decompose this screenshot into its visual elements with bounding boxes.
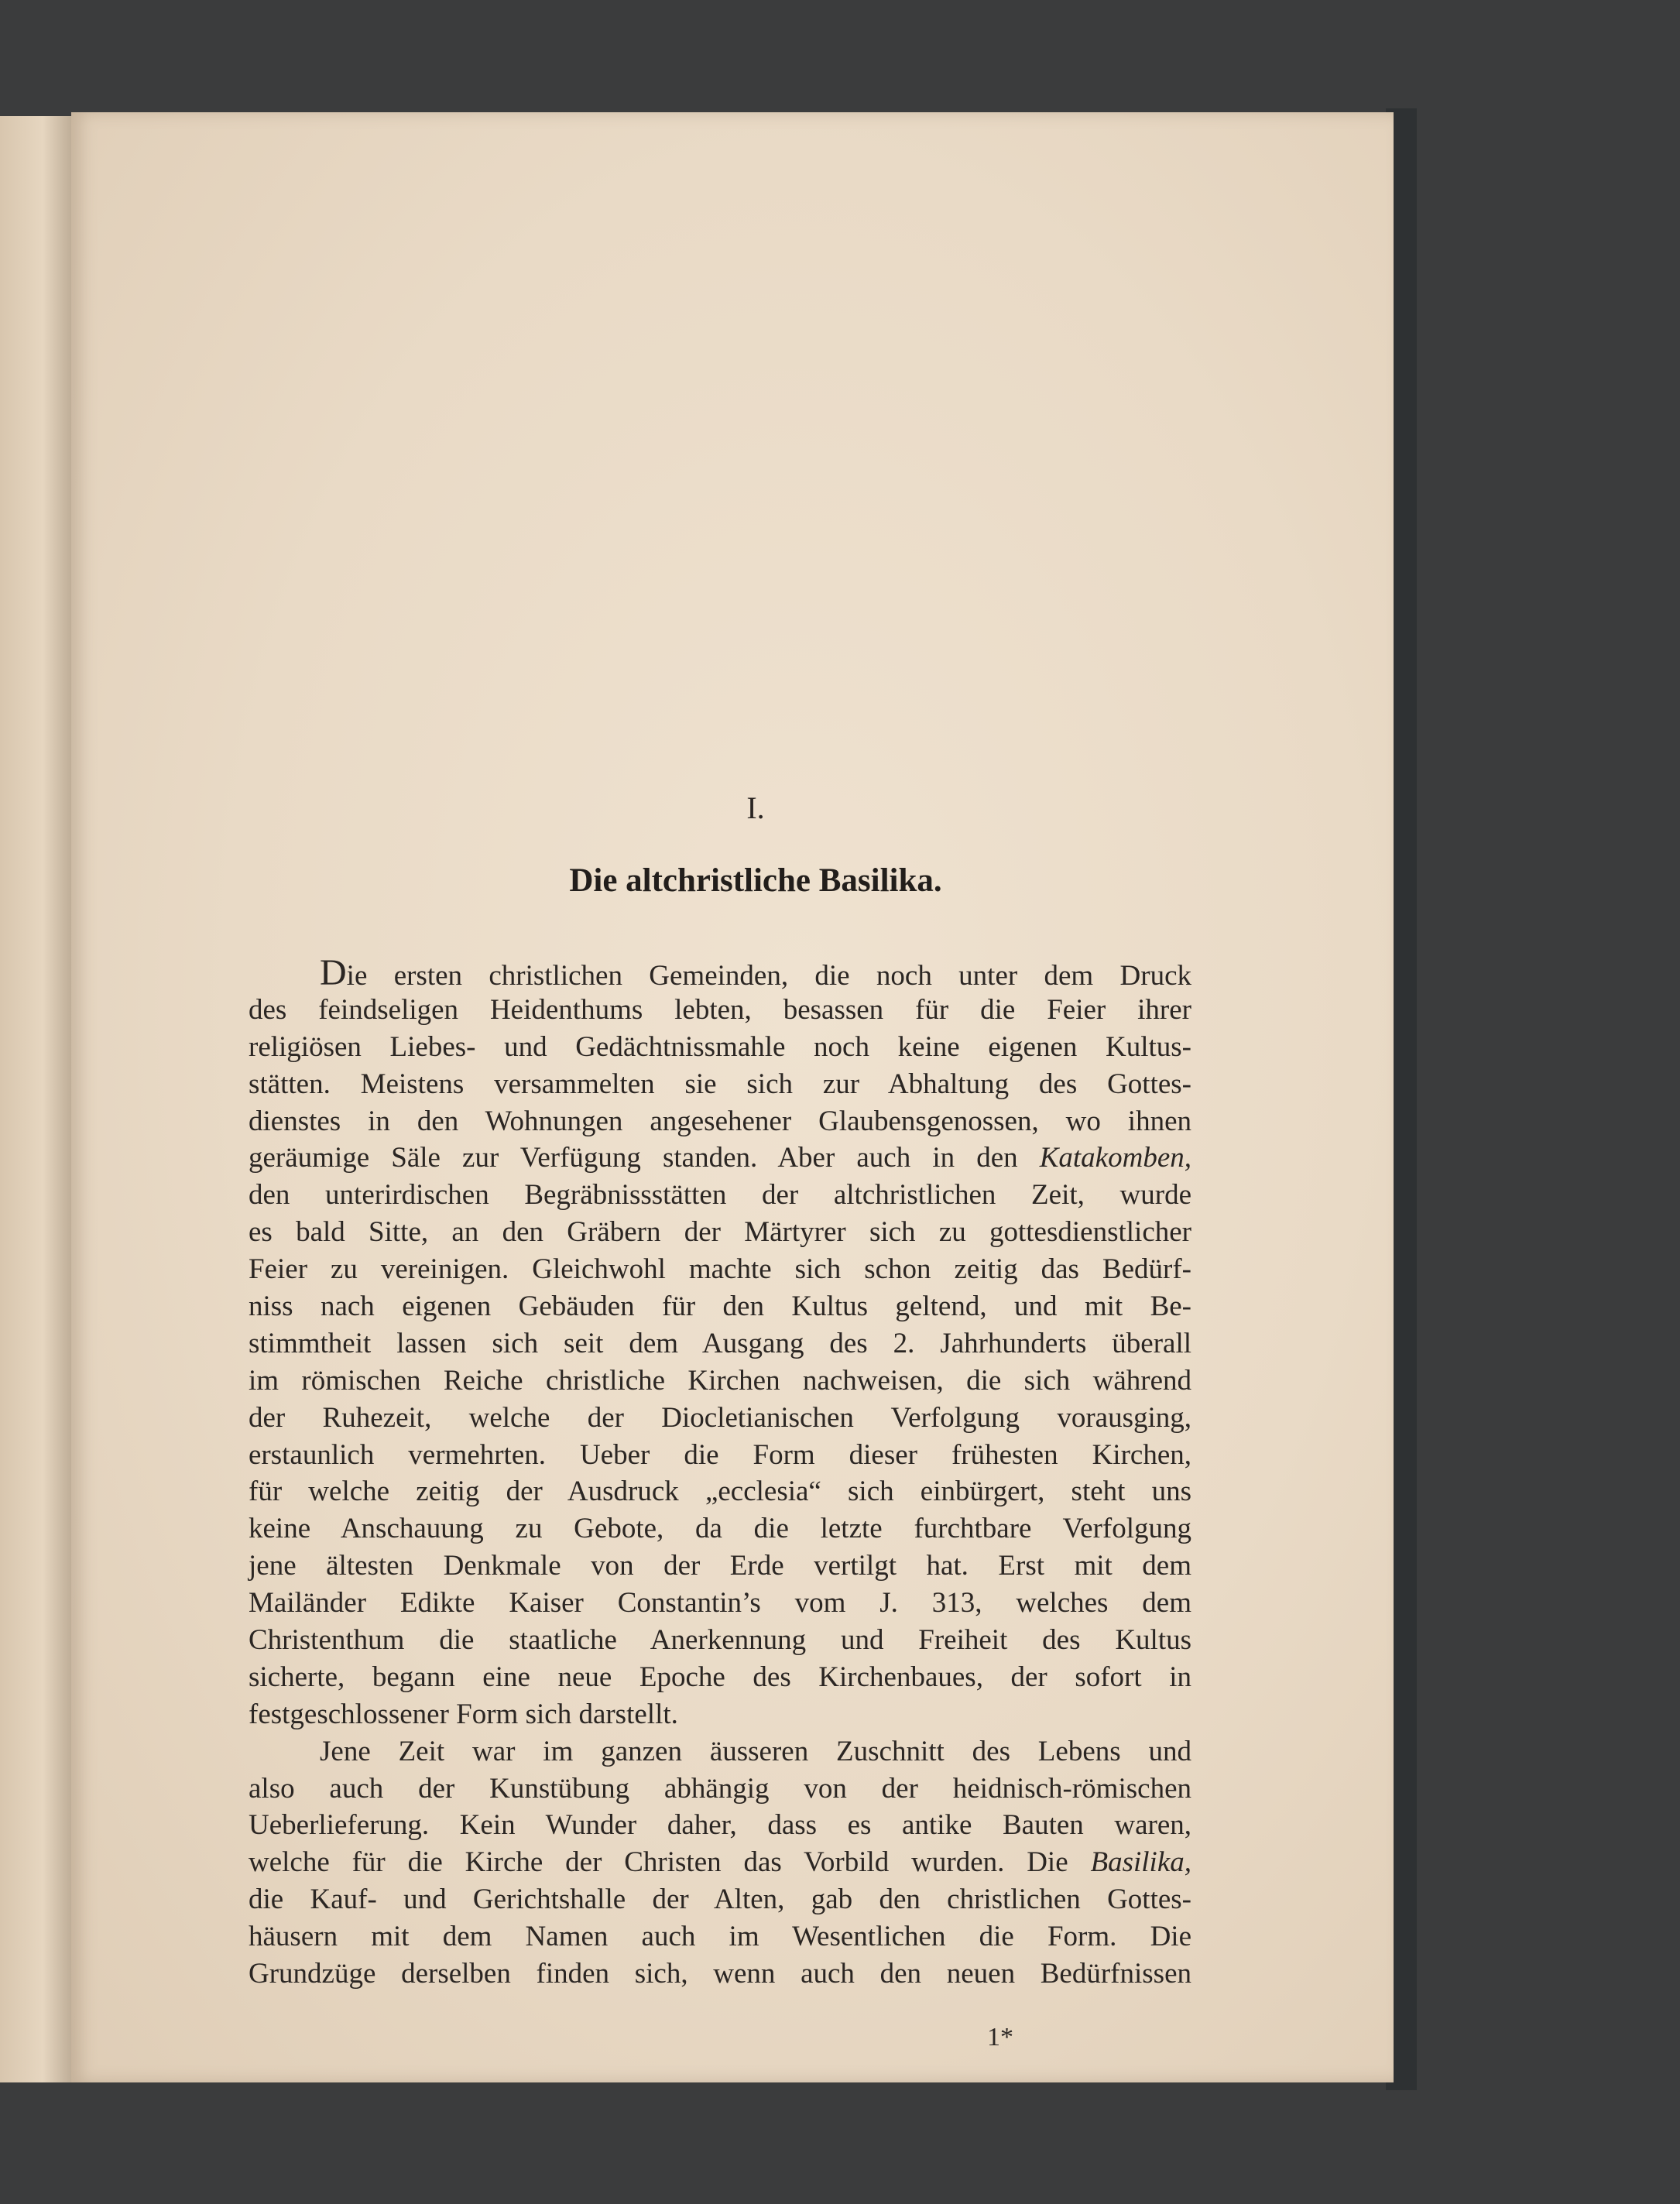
text-line: jene ältesten Denkmale von der Erde vertilgt hat. Erst mit dem [249,1550,1191,1582]
chapter-title: Die altchristliche Basilika. [569,862,942,899]
text-line: stätten. Meistens versammelten sie sich zur Abhaltung des Gottes- [249,1068,1191,1100]
text-line: die Kauf- und Gerichtshalle der Alten, gab den christlichen Gottes- [249,1884,1191,1916]
paragraph-2 [249,1733,1191,1993]
text-line: geräumige Säle zur Verfügung standen. Aber auch in den Katakomben, [249,1142,1191,1174]
text-line: den unterirdischen Begräbnissstätten der altchristlichen Zeit, wurde [249,1179,1191,1212]
signature-mark: 1* [987,2023,1013,2051]
body-text [249,952,1191,1993]
text-line: Grundzüge derselben finden sich, wenn auch den neuen Bedürfnissen [249,1958,1191,1990]
text-line: Feier zu vereinigen. Gleichwohl machte sich schon zeitig das Bedürf- [249,1253,1191,1286]
italic-term: Katakomben, [1039,1142,1191,1174]
text-line: welche für die Kirche der Christen das Vorbild wurden. Die Basilika, [249,1846,1191,1879]
text-line: keine Anschauung zu Gebote, da die letzte furchtbare Verfolgung [249,1513,1191,1545]
initial-letter: D [320,952,347,993]
text-line: erstaunlich vermehrten. Ueber die Form dieser frühesten Kirchen, [249,1438,1191,1471]
text-line: der Ruhezeit, welche der Diocletianischen Verfolgung vorausging, [249,1401,1191,1434]
text-line: Christenthum die staatliche Anerkennung und Freiheit des Kultus [249,1624,1191,1657]
text-line: es bald Sitte, an den Gräbern der Märtyrer sich zu gottesdienstlicher [249,1216,1191,1249]
text-line: religiösen Liebes- und Gedächtnissmahle noch keine eigenen Kultus- [249,1030,1191,1063]
text-line: also auch der Kunstübung abhängig von der heidnisch-römischen [249,1772,1191,1805]
italic-term: Basilika, [1090,1846,1191,1879]
paragraph-1 [249,952,1191,1733]
text-line: sicherte, begann eine neue Epoche des Kirchenbaues, der sofort in [249,1661,1191,1693]
book-page [71,112,1394,2082]
chapter-number: I. [746,790,765,825]
text-line: niss nach eigenen Gebäuden für den Kultus geltend, und mit Be- [249,1291,1191,1323]
text-line: häusern mit dem Namen auch im Wesentlichen die Form. Die [249,1921,1191,1953]
text-line: Jene Zeit war im ganzen äusseren Zuschnitt des Lebens und [320,1735,1191,1767]
text-line: im römischen Reiche christliche Kirchen nachweisen, die sich während [249,1364,1191,1397]
text-line: Ueberlieferung. Kein Wunder daher, dass es antike Bauten waren, [249,1809,1191,1842]
text-line: festgeschlossener Form sich darstellt. [249,1698,678,1730]
text-line: Die ersten christlichen Gemeinden, die noch unter dem Druck [320,952,1191,993]
text-line: Mailänder Edikte Kaiser Constantin’s vom J. 313, welches dem [249,1587,1191,1620]
text-line: des feindseligen Heidenthums lebten, besassen für die Feier ihrer [249,993,1191,1026]
text-line: für welche zeitig der Ausdruck „ecclesia“ sich einbürgert, steht uns [249,1476,1191,1508]
text-line: dienstes in den Wohnungen angesehener Glaubensgenossen, wo ihnen [249,1105,1191,1137]
facing-page-edge [0,116,71,2082]
text-line: stimmtheit lassen sich seit dem Ausgang des 2. Jahrhunderts überall [249,1327,1191,1359]
